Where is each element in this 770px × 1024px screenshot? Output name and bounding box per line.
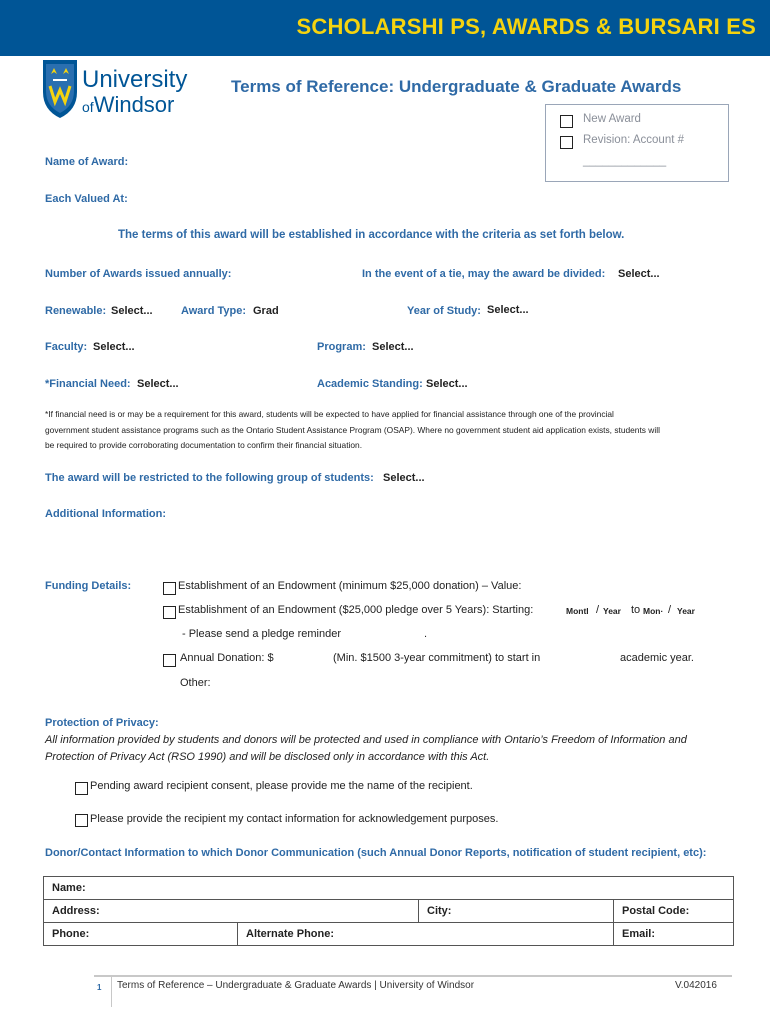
restricted-group-select[interactable]: Select... — [383, 472, 425, 484]
each-valued-at-label: Each Valued At: — [45, 193, 128, 205]
end-month-select[interactable]: Mon· — [643, 606, 664, 616]
privacy-heading: Protection of Privacy: — [45, 717, 159, 729]
logo-windsor-text: ofWindsor — [82, 92, 175, 117]
award-type-label: Award Type: — [181, 305, 246, 317]
pledge-reminder-end: . — [424, 628, 428, 640]
tie-label: In the event of a tie, may the award be divided: — [362, 268, 606, 280]
financial-need-label: *Financial Need: — [45, 378, 131, 390]
account-number-field[interactable]: _____________ — [583, 155, 667, 167]
start-slash: / — [596, 604, 600, 616]
start-month-select[interactable]: Montl — [566, 606, 589, 616]
logo-university-text: University — [82, 66, 188, 93]
footer-text: Terms of Reference – Undergraduate & Graduate Awards | University of Windsor — [117, 980, 475, 991]
name-cell[interactable]: Name: — [44, 877, 734, 900]
privacy-line-2: Protection of Privacy Act (RSO 1990) and will be disclosed only in accordance with this Act. — [45, 751, 490, 763]
new-award-checkbox[interactable] — [560, 113, 573, 131]
header-banner — [0, 0, 770, 56]
pledge-checkbox[interactable] — [163, 604, 176, 622]
pending-consent-label: Pending award recipient consent, please provide me the name of the recipient. — [90, 780, 473, 792]
faculty-select[interactable]: Select... — [93, 341, 135, 353]
program-select[interactable]: Select... — [372, 341, 414, 353]
pending-consent-checkbox[interactable] — [75, 780, 88, 798]
donor-contact-heading: Donor/Contact Information to which Donor Communication (such Annual Donor Reports, notification of student recipient, etc): — [45, 847, 707, 859]
academic-standing-label: Academic Standing: — [317, 378, 423, 390]
banner-title: SCHOLARSHI PS, AWARDS & BURSARI ES — [296, 14, 756, 39]
other-label: Other: — [180, 677, 211, 689]
endowment-label: Establishment of an Endowment (minimum $25,000 donation) – Value: — [178, 580, 522, 592]
contact-info-label: Please provide the recipient my contact information for acknowledgement purposes. — [90, 813, 499, 825]
phone-cell[interactable]: Phone: — [44, 923, 238, 946]
pledge-label: Establishment of an Endowment ($25,000 pledge over 5 Years): Starting: — [178, 604, 534, 616]
version-label: V.042016 — [675, 980, 717, 991]
annual-donation-checkbox[interactable] — [163, 652, 176, 670]
endowment-checkbox[interactable] — [163, 580, 176, 598]
end-slash: / — [668, 604, 672, 616]
revision-label: Revision: Account # — [583, 134, 685, 146]
contact-info-checkbox[interactable] — [75, 812, 88, 830]
program-label: Program: — [317, 341, 366, 353]
year-of-study-select[interactable]: Select... — [487, 304, 529, 316]
financial-note: *If financial need is or may be a requirement for this award, students will be expected to have applied for financial assistance through one of the provincial government student assistance programs such as the Ontario Student Assistance Program (OSAP). Where no government student aid application exists, students will be required to provide corroborating documentation to confirm their financial situation. — [45, 409, 660, 450]
financial-need-select[interactable]: Select... — [137, 378, 179, 390]
year-of-study-label: Year of Study: — [407, 305, 481, 317]
email-cell[interactable]: Email: — [614, 923, 734, 946]
footer-rule — [94, 975, 732, 977]
page-number: 1 — [97, 983, 102, 992]
num-awards-label: Number of Awards issued annually: — [45, 268, 232, 280]
end-year-select[interactable]: Year — [677, 606, 695, 616]
donor-contact-table — [43, 876, 734, 946]
city-cell[interactable]: City: — [419, 900, 614, 923]
academic-year-label: academic year. — [620, 652, 694, 664]
academic-standing-select[interactable]: Select... — [426, 378, 468, 390]
annual-donation-label: Annual Donation: $ — [180, 652, 274, 664]
renewable-select[interactable]: Select... — [111, 305, 153, 317]
document-title: Terms of Reference: Undergraduate & Graduate Awards — [231, 77, 682, 96]
criteria-intro: The terms of this award will be established in accordance with the criteria as set forth below. — [118, 229, 625, 241]
privacy-line-1: All information provided by students and donors will be protected and used in compliance with Ontario’s Freedom of Information and — [45, 734, 687, 746]
alternate-phone-cell[interactable]: Alternate Phone: — [238, 923, 614, 946]
faculty-label: Faculty: — [45, 341, 88, 353]
pledge-reminder-label: - Please send a pledge reminder — [182, 628, 341, 640]
tie-select[interactable]: Select... — [618, 268, 660, 280]
award-type-select[interactable]: Grad — [253, 305, 279, 317]
name-of-award-label: Name of Award: — [45, 156, 129, 168]
restricted-group-label: The award will be restricted to the following group of students: — [45, 472, 374, 484]
funding-details-label: Funding Details: — [45, 580, 132, 592]
new-award-label: New Award — [583, 113, 641, 125]
university-shield-logo — [42, 58, 78, 125]
address-cell[interactable]: Address: — [44, 900, 419, 923]
additional-info-label: Additional Information: — [45, 508, 166, 520]
annual-min-label: (Min. $1500 3-year commitment) to start in — [333, 652, 541, 664]
renewable-label: Renewable: — [45, 305, 107, 317]
revision-checkbox[interactable] — [560, 134, 573, 152]
postal-code-cell[interactable]: Postal Code: — [614, 900, 734, 923]
footer-divider — [111, 977, 112, 1007]
start-year-select[interactable]: Year — [603, 606, 621, 616]
to-label: to — [631, 604, 641, 616]
